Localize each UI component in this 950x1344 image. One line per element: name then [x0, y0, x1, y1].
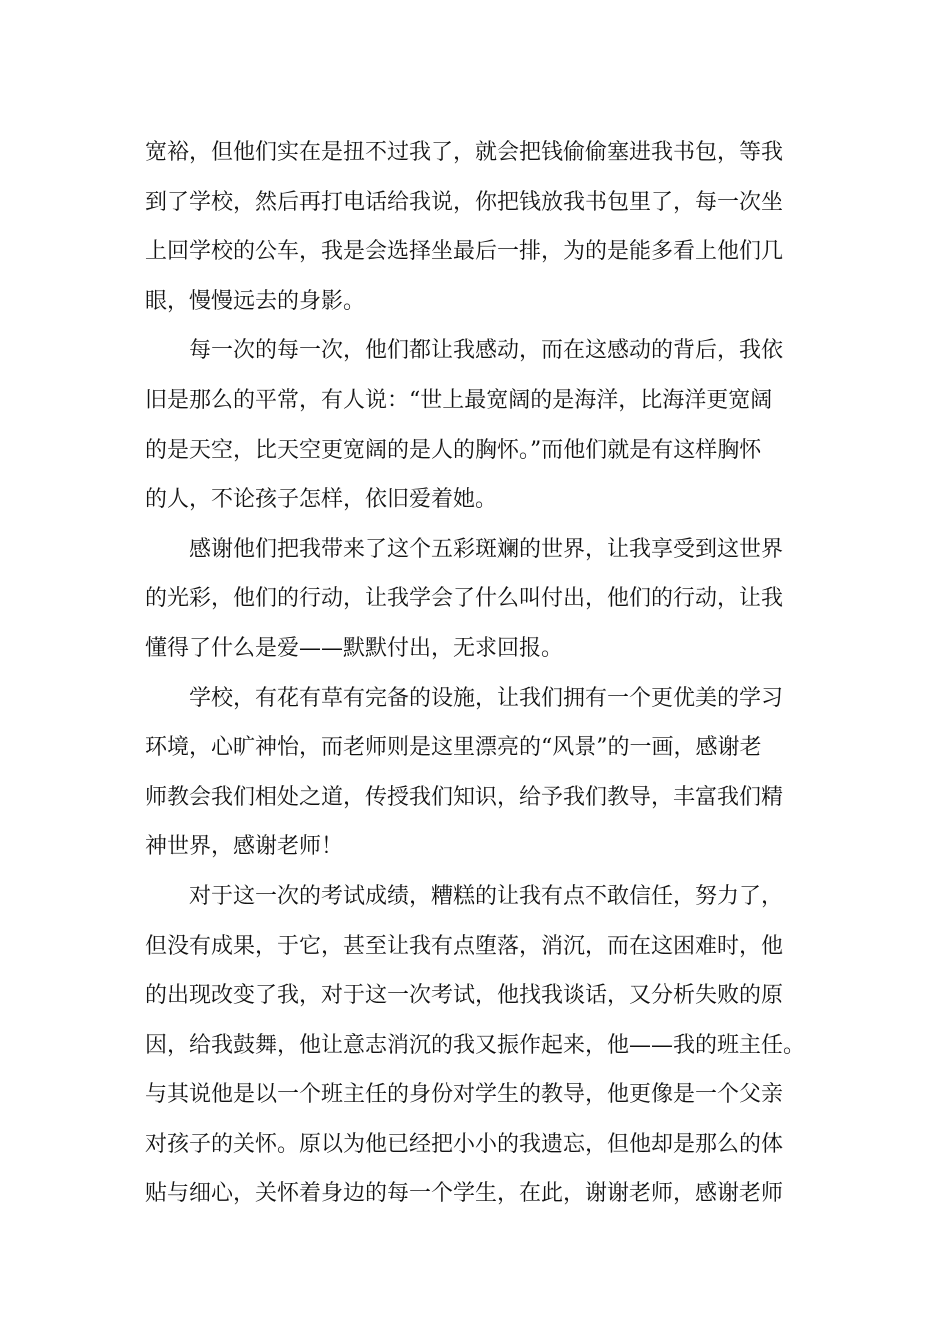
paragraph — [145, 128, 825, 326]
paragraph — [145, 674, 825, 872]
paragraph — [145, 525, 825, 674]
text-line: 师教会我们相处之道，传授我们知识，给予我们教导，丰富我们精 — [145, 784, 784, 810]
text-line: 神世界，感谢老师！ — [145, 834, 344, 860]
body-text — [145, 128, 825, 1219]
text-line: 学校，有花有草有完备的设施，让我们拥有一个更优美的学习 — [189, 685, 784, 711]
text-line: 贴与细心，关怀着身边的每一个学生，在此，谢谢老师，感谢老师 — [145, 1181, 784, 1207]
text-line: 因，给我鼓舞，他让意志消沉的我又振作起来，他——我的班主任。 — [145, 1032, 806, 1058]
text-line: 宽裕，但他们实在是扭不过我了，就会把钱偷偷塞进我书包，等我 — [145, 140, 784, 165]
text-line: 环境，心旷神怡，而老师则是这里漂亮的“风景”的一画，感谢老 — [145, 735, 762, 761]
text-line: 懂得了什么是爱——默默付出，无求回报。 — [145, 635, 564, 661]
text-line: 的出现改变了我，对于这一次考试，他找我谈话，又分析失败的原 — [145, 983, 784, 1009]
text-line: 的光彩，他们的行动，让我学会了什么叫付出，他们的行动，让我 — [145, 586, 784, 612]
text-line: 到了学校，然后再打电话给我说，你把钱放我书包里了，每一次坐 — [145, 189, 784, 215]
text-line: 感谢他们把我带来了这个五彩斑斓的世界，让我享受到这世界 — [189, 536, 784, 562]
text-line: 每一次的每一次，他们都让我感动，而在这感动的背后，我依 — [189, 338, 784, 364]
text-line: 的是天空，比天空更宽阔的是人的胸怀。”而他们就是有这样胸怀 — [145, 437, 762, 463]
text-line: 与其说他是以一个班主任的身份对学生的教导，他更像是一个父亲 — [145, 1082, 784, 1108]
paragraph — [145, 872, 825, 1219]
text-line: 眼，慢慢远去的身影。 — [145, 288, 366, 314]
paragraph — [145, 326, 825, 524]
text-line: 对于这一次的考试成绩，糟糕的让我有点不敢信任，努力了， — [189, 883, 784, 909]
text-line: 对孩子的关怀。原以为他已经把小小的我遗忘，但他却是那么的体 — [145, 1131, 784, 1157]
text-line: 但没有成果，于它，甚至让我有点堕落，消沉，而在这困难时，他 — [145, 933, 784, 959]
text-line: 上回学校的公车，我是会选择坐最后一排，为的是能多看上他们几 — [145, 239, 784, 265]
text-line: 旧是那么的平常，有人说：“世上最宽阔的是海洋，比海洋更宽阔 — [145, 387, 773, 413]
text-line: 的人，不论孩子怎样，依旧爱着她。 — [145, 487, 498, 513]
